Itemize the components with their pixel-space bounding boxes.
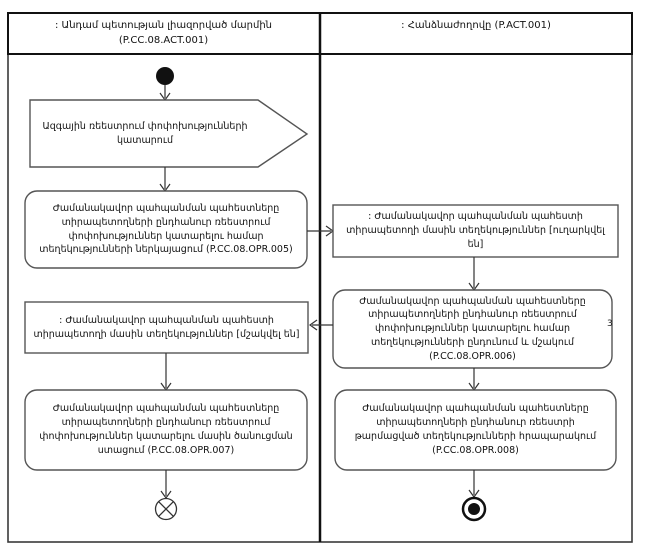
edge-obj-sent-to-opr006: [469, 257, 479, 290]
edge-initial-to-signal: [160, 85, 170, 100]
object-node-sent-label: : Ժամանակավոր պահպանման պահեստի տիրապետողի մասին տեղեկություններ [ուղարկվել են]: [346, 211, 605, 250]
lane-title-line2: (P.CC.08.ACT.001): [118, 35, 209, 46]
edge-opr006-to-opr008: [469, 368, 479, 390]
lane-title: : Հանձնաժողովը (P.ACT.001): [401, 20, 551, 31]
signal-send-label: Ազգային ռեեստրում փոփոխությունների կատարում: [42, 121, 248, 146]
lane-title-line1: : Անդամ պետության լիազորված մարմին: [54, 20, 273, 31]
initial-node: [156, 67, 174, 85]
activity-final-node: [463, 498, 485, 520]
edge-opr006-to-obj-processed: [310, 320, 333, 330]
action-opr008-label: Ժամանակավոր պահպանման պահեստները տիրապետողների ընդհանուր ռեեստրի թարմացված տեղեկությունների հրապարակում (P.CC.08.OPR.008): [354, 403, 597, 456]
action-opr005-label: Ժամանակավոր պահպանման պահեստները տիրապետողների ընդհանուր ռեեստրում փոփոխություններ կատարելու համար տեղեկությունների ներկայացում (P.CC.08.OPR.005): [39, 202, 293, 256]
action-opr006-label: Ժամանակավոր պահպանման պահեստները տիրապետողների ընդհանուր ռեեստրում փոփոխություններ կատարելու համար տեղեկությունների ընդունում և մշակում (P.CC.08.OPR.006): [359, 295, 586, 362]
edge-signal-to-opr005: [160, 167, 170, 191]
object-node-processed-label: : Ժամանակավոր պահպանման պահեստի տիրապետողի մասին տեղեկություններ [մշակվել են]: [33, 314, 300, 340]
flow-final-node: [156, 499, 177, 520]
action-opr007-label: Ժամանակավոր պահպանման պահեստները տիրապետողների ընդհանուր ռեեստրում փոփոխություններ կատարելու մասին ծանուցման ստացում (P.CC.08.OPR.007): [39, 403, 293, 456]
action-opr006-marker: 3: [607, 319, 613, 329]
lane-header-commission: [320, 14, 632, 53]
edge-obj-processed-to-opr007: [161, 353, 171, 390]
edge-opr007-to-flow-final: [161, 470, 171, 498]
edge-opr008-to-activity-final: [469, 470, 479, 497]
lane-header-authorized-body: [8, 14, 319, 53]
